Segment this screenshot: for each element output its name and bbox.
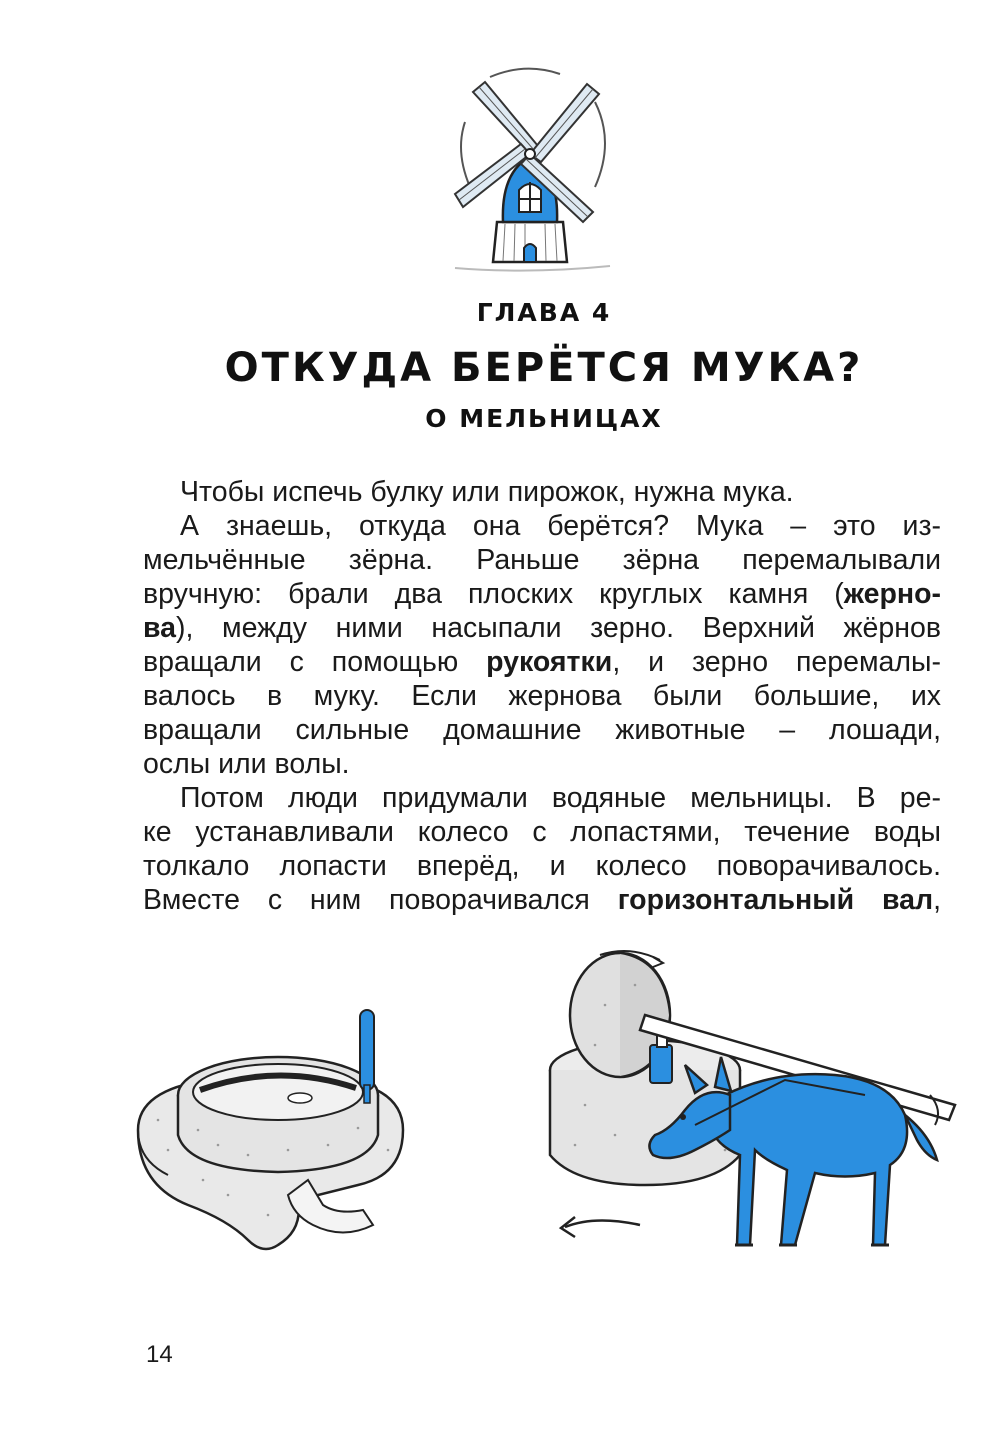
text-line xyxy=(143,815,941,849)
text-line xyxy=(143,645,941,679)
text-line xyxy=(143,509,941,543)
text-span: ке устанавливали колесо с лопастями, течение воды xyxy=(143,816,941,848)
chapter-label: ГЛАВА 4 xyxy=(476,298,612,327)
text-line xyxy=(143,475,941,509)
text-span: Потом люди придумали водяные мельницы. В ре- xyxy=(180,782,941,814)
text-span: ослы или волы. xyxy=(143,748,350,780)
text-line xyxy=(143,543,941,577)
term-millstones-end: ва xyxy=(143,612,176,644)
term-handle: рукоятки xyxy=(486,646,613,678)
term-millstones: жерно- xyxy=(843,578,941,610)
hand-millstone-icon xyxy=(128,1000,418,1260)
text-line xyxy=(143,611,941,645)
text-span: ), между ними насыпали зерно. Верхний жёрнов xyxy=(176,612,941,644)
text-line xyxy=(143,679,941,713)
body-text xyxy=(143,475,941,917)
chapter-title: ОТКУДА БЕРЁТСЯ МУКА? xyxy=(224,345,864,391)
text-span: вручную: брали два плоских круглых камня ( xyxy=(143,578,844,610)
chapter-subtitle: О МЕЛЬНИЦАХ xyxy=(425,404,663,433)
text-span: вращали с помощью xyxy=(143,646,487,678)
text-span: толкало лопасти вперёд, и колесо поворачивалось. xyxy=(143,850,941,882)
text-line xyxy=(143,747,941,781)
page-number: 14 xyxy=(146,1341,173,1368)
text-span: А знаешь, откуда она берётся? Мука – это из- xyxy=(180,510,941,542)
windmill-icon xyxy=(435,62,620,277)
text-line xyxy=(143,781,941,815)
text-span: , xyxy=(933,884,941,916)
text-line xyxy=(143,849,941,883)
text-line xyxy=(143,577,941,611)
term-horizontal-shaft: горизонтальный вал xyxy=(617,884,934,916)
donkey-millstone-icon xyxy=(545,945,975,1315)
text-span: , и зерно перемалы- xyxy=(612,646,941,678)
text-span: вращали сильные домашние животные – лошади, xyxy=(143,714,941,746)
text-span: валось в муку. Если жернова были большие, их xyxy=(143,680,941,712)
text-span: Вместе с ним поворачивался xyxy=(143,884,618,916)
text-line xyxy=(143,883,941,917)
text-line xyxy=(143,713,941,747)
text-span: Чтобы испечь булку или пирожок, нужна мука. xyxy=(180,476,794,508)
text-span: мельчённые зёрна. Раньше зёрна перемалывали xyxy=(143,544,941,576)
